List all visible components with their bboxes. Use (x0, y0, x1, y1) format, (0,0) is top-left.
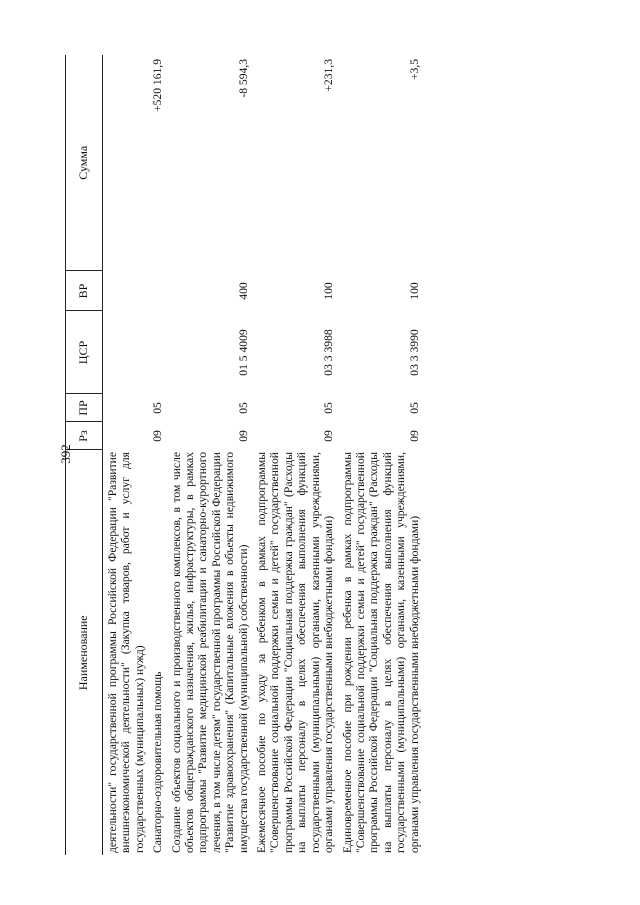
table-row (338, 55, 423, 855)
table-row (148, 55, 166, 855)
header-pr: ПР (66, 394, 103, 422)
row-rz: 09 (151, 430, 165, 442)
budget-table (65, 55, 423, 855)
header-rz: Рз (66, 422, 103, 450)
row-csr (103, 311, 149, 394)
table-row (167, 55, 252, 855)
row-sum: +520 161,9 (151, 59, 165, 112)
table-header-row (66, 55, 103, 855)
row-rz: 09 (407, 430, 421, 442)
row-sum: +231,3 (322, 59, 336, 92)
row-rz: 09 (236, 430, 250, 442)
header-vr: ВР (66, 271, 103, 311)
page-number: 392 (58, 444, 73, 464)
row-vr: 400 (236, 282, 250, 300)
row-csr: 03 3 3990 (407, 329, 421, 376)
table-row (252, 55, 337, 855)
row-sum: -8 594,3 (236, 59, 250, 98)
row-pr: 05 (151, 402, 165, 414)
row-name: Санаторно-оздоровительная помощь (151, 671, 165, 853)
row-vr (148, 271, 166, 311)
row-pr: 05 (236, 402, 250, 414)
header-sum: Сумма (66, 55, 103, 271)
row-vr: 100 (407, 282, 421, 300)
row-csr (148, 311, 166, 394)
row-pr: 05 (322, 402, 336, 414)
rotated-page-content (65, 55, 605, 855)
row-name: Создание объектов социального и производственного комплексов, в том числе объектов общегражданского назначения, жилья, инфраструктуры, в рамках подпрограммы "Развитие медицинской реабилитации и санаторно-курортного лечения, в том числе детям" государственной программы Российской Федерации "Развитие здравоохранения" (Капитальные вложения в объекты недвижимого имущества государственной (муниципальной) собственности) (169, 452, 250, 853)
row-name: деятельности" государственной программы Российской Федерации "Развитие внешнеэкономической деятельности" (Закупка товаров, работ и услуг для государственных (муниципальных) нужд) (106, 452, 146, 853)
table-row (103, 55, 149, 855)
row-vr: 100 (322, 282, 336, 300)
row-pr: 05 (407, 402, 421, 414)
row-csr: 01 5 4009 (236, 329, 250, 376)
row-sum (103, 55, 149, 271)
row-name: Ежемесячное пособие по уходу за ребенком в рамках подпрограммы "Совершенствование социальной поддержки семьи и детей" государственной программы Российской Федерации "Социальная поддержка граждан" (Расходы на выплаты персоналу в целях обеспечения выполнения функций государственными (муниципальными) органами, казенными учреждениями, органами управления государственными внебюджетными фондами) (255, 452, 336, 853)
row-rz (103, 422, 149, 450)
row-pr (103, 394, 149, 422)
header-name: Наименование (66, 450, 103, 855)
header-csr: ЦСР (66, 311, 103, 394)
row-sum: +3,5 (407, 59, 421, 81)
row-csr: 03 3 3988 (322, 329, 336, 376)
row-name: Единовременное пособие при рождении ребенка в рамках подпрограммы "Совершенствование социальной поддержки семьи и детей" государственной программы Российской Федерации "Социальная поддержка граждан" (Расходы на выплаты персоналу в целях обеспечения выполнения функций государственными (муниципальными) органами, казенными учреждениями, органами управления государственными внебюджетными фондами) (340, 452, 421, 853)
row-rz: 09 (322, 430, 336, 442)
row-vr (103, 271, 149, 311)
